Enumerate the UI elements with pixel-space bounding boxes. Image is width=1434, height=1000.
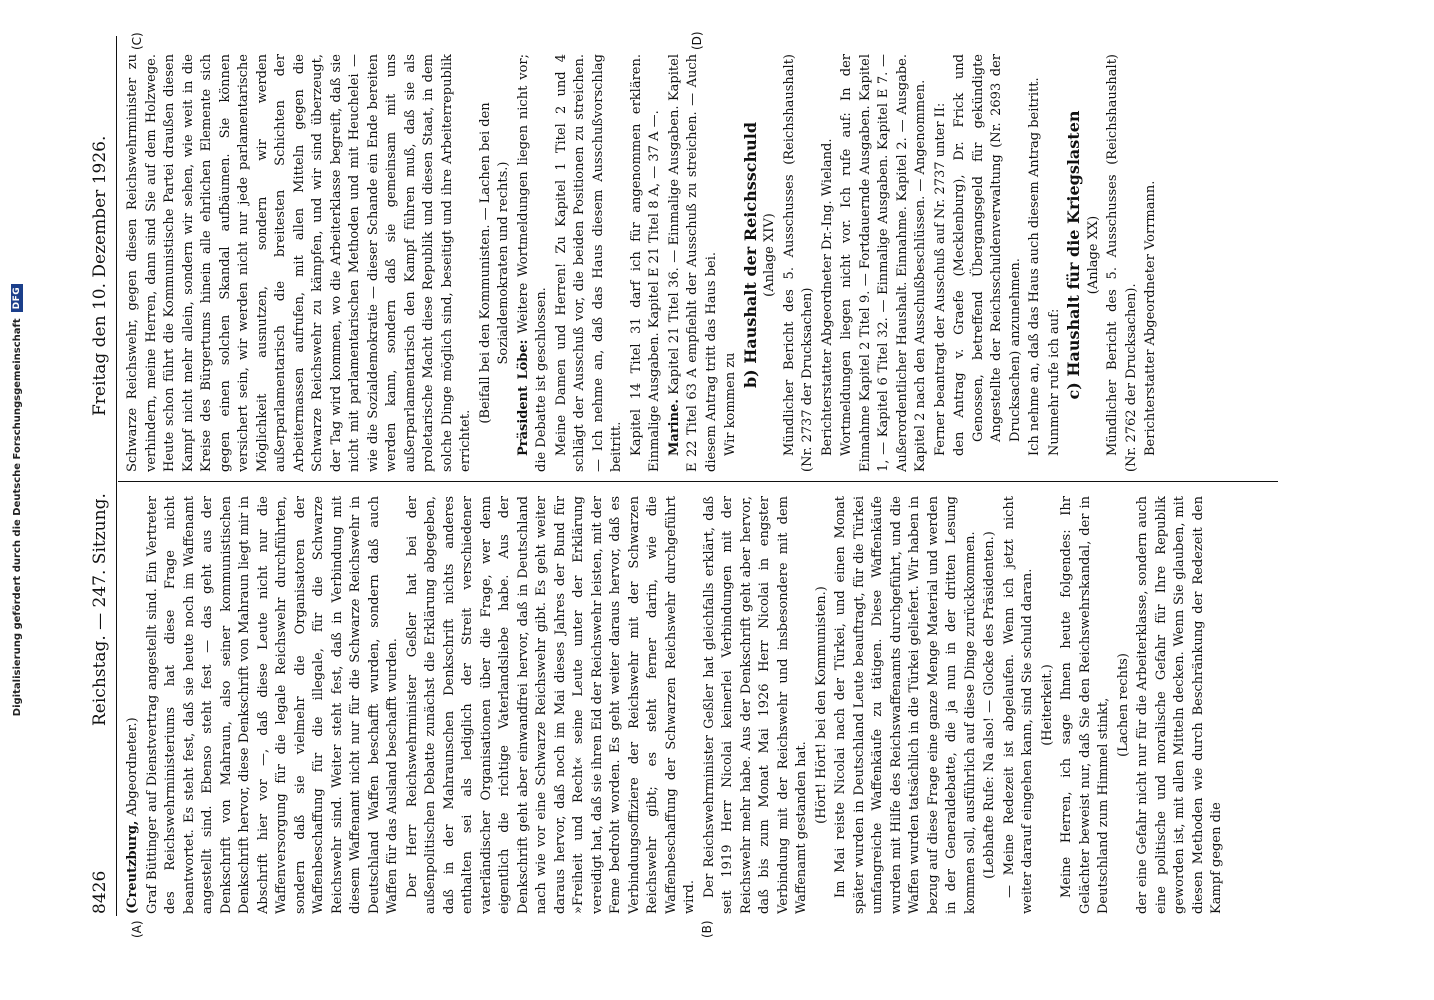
interjection: (Hört! Hört! bei den Kommunisten.)	[813, 586, 829, 824]
column-divider	[118, 481, 1278, 482]
section-subnote: (Anlage XIV)	[762, 213, 777, 297]
right-paragraph-motion: den Antrag v. Graefe (Mecklenburg), Dr. Frick und Genossen, betreffend Übergangsgeld für gekündigte Angestellte der Reichsschuldenverwaltung (Nr. 2693 der Drucksachen) anzunehmen.	[952, 54, 1023, 456]
left-column	[124, 496, 1274, 914]
right-paragraph: Nunmehr rufe ich auf:	[1046, 308, 1062, 456]
interjection: (Heiterkeit.)	[1039, 664, 1055, 746]
left-paragraph: Der Reichswehrminister Geßler hat gleichfalls erklärt, daß seit 1919 Herr Nicolai keinerlei Verbindungen mit der Reichswehr mehr habe. Aus der Denkschrift geht aber hervor, daß bis zum Monat Mai 1926 Herr Nicolai in engster Verbindung mit der Reichswehr und insbesondere mit dem Waffenamt gestanden hat.	[701, 496, 809, 914]
speaker-text: Weitere Wortmeldungen liegen nicht vor; die Debatte ist geschlossen.	[515, 54, 549, 472]
left-paragraph: Graf Büttinger auf Dienstvertrag angestellt sind. Ein Vertreter des Reichswehrministeriums hat diese Frage nicht beantwortet. Es steht fest, daß sie heute noch im Waffenamt angestellt sind. Ebenso steht fest — das geht aus der Denkschrift von Mahraun, also seiner kommunistischen Denkschrift hervor, diese Denkschrift von Mahraun liegt mir in Abschrift hier vor —, daß diese Leute nicht nur die Waffenversorgung für die legale Reichswehr durchführten, sondern daß sie vielmehr die Organisatoren der Waffenbeschaffung für die illegale, für die Schwarze Reichswehr sind. Weiter steht fest, daß in Verbindung mit diesem Waffenamt nicht nur für die Schwarze Reichswehr in Deutschland Waffen beschafft wurden, sondern daß auch Waffen für das Ausland beschafft wurden.	[144, 496, 400, 914]
margin-marker-a: (A)	[130, 920, 144, 938]
credit-text: Digitalisierung gefördert durch die Deutsche Forschungsgemeinschaft	[11, 318, 23, 717]
header-title: Reichstag. — 247. Sitzung.	[90, 493, 110, 726]
right-paragraph: Kapitel 14 Titel 31 darf ich für angenommen erklären. Einmalige Ausgaben. Kapitel E 21 Titel 8 A, — 37 A —.	[628, 54, 662, 472]
digitization-credit	[0, 0, 34, 1000]
left-speaker-line	[124, 496, 143, 914]
left-paragraph: — Meine Redezeit ist abgelaufen. Wenn ich jetzt nicht weiter darauf eingehen kann, sind Sie schuld daran.	[1001, 496, 1035, 914]
right-paragraph: Schwarze Reichswehr, gegen diesen Reichswehrminister zu verhindern, meine Herren, dann sind Sie auf dem Holzwege. Heute schon führt die Kommunistische Partei draußen diesen Kampf nicht mehr allein, sondern wir sehen, wie weit in die Kreise des Bürgertums hinein alle ehrlichen Elemente sich gegen einen solchen Skandal aufbäumen. Sie können versichert sein, wir werden nicht nur jede parlamentarische Möglichkeit ausnutzen, sondern wir werden außerparlamentarisch die breitesten Schichten der Arbeitermassen aufrufen, mit allen Mitteln gegen die Schwarze Reichswehr zu kämpfen, und wir sind überzeugt, der Tag wird kommen, wo die Arbeiterklasse begreift, daß sie nicht mit parlamentarischen Methoden und mit Heuchelei — wie die Sozialdemokratie — dieser Schande ein Ende bereiten werden kann, sondern daß sie gemeinsam mit uns außerparlamentarisch den Kampf führen muß, daß sie als proletarische Macht diese Republik und diesen Staat, in dem solche Dinge möglich sind, beseitigt und ihre Arbeiterrepublik errichtet.	[125, 54, 473, 472]
section-label: Marine.	[666, 399, 682, 456]
right-paragraph: Mündlicher Bericht des 5. Ausschusses (Reichshaushalt) (Nr. 2762 der Drucksachen).	[1105, 54, 1139, 472]
right-paragraph: Ferner beantragt der Ausschuß auf Nr. 2737 unter II:	[932, 102, 948, 456]
speaker-name: Präsident Löbe:	[515, 339, 531, 456]
right-paragraph-marine	[666, 54, 722, 472]
section-subnote: (Anlage XX)	[1085, 215, 1101, 295]
right-paragraph: Meine Damen und Herren! Zu Kapitel 1 Titel 2 und 4 schlägt der Ausschuß vor, die beiden Positionen zu streichen. — Ich nehme an, daß das Haus diesem Ausschußvorschlag beitritt.	[553, 54, 624, 472]
left-paragraph: Meine Herren, ich sage Ihnen heute folgendes: Ihr Gelächter beweist nur, daß Sie den Reichswehrskandal, der in Deutschland zum Himmel stinkt,	[1059, 496, 1111, 914]
left-paragraph: Im Mai reiste Nicolai nach der Türkei, und einen Monat später wurden in Deutschland Leute beauftragt, für die Türkei umfangreiche Waffenkäufe zu tätigen. Diese Waffenkäufe wurden mit Hilfe des Reichswaffenamts durchgeführt, und die Waffen wurden tatsächlich in die Türkei geliefert. Wir haben in bezug auf diese Frage eine ganze Menge Material und werden in der Generaldebatte, die ja nun in der dritten Lesung kommen soll, ausführlich auf diese Dinge zurückkommen.	[833, 496, 978, 914]
speaker-name: (Creutzburg,	[125, 820, 140, 914]
section-heading: c) Haushalt für die Kriegslasten	[1064, 110, 1083, 400]
margin-marker-c: (C)	[130, 32, 144, 50]
speaker-role: Abgeordneter.)	[125, 717, 140, 817]
page-number: 8426	[90, 870, 110, 914]
left-paragraph: Der Herr Reichswehrminister Geßler hat bei der außenpolitischen Debatte zunächst die Erklärung abgegeben, daß in der Mahraunschen Denkschrift nichts anderes enthalten sei als lediglich der Streit verschiedener vaterländischer Organisationen über die Frage, wer denn eigentlich die richtige Vaterlandsliebe habe. Aus der Denkschrift geht aber einwandfrei hervor, daß in Deutschland nach wie vor eine Schwarze Reichswehr gibt. Es geht weiter daraus hervor, daß noch im Mai dieses Jahres der Bund für »Freiheit und Recht« seine Leute unter der Erklärung vereidigt hat, daß sie ihren Eid der Reichswehr leisten, mit der Feme bedroht worden. Es geht weiter daraus hervor, daß es Verbindungsoffiziere der Reichswehr mit der Schwarzen Reichswehr gibt; es steht ferner darin, wie die Waffenbeschaffung der Schwarzen Reichswehr durchgeführt wird.	[404, 496, 697, 914]
right-paragraph: Mündlicher Bericht des 5. Ausschusses (Reichshaushalt) (Nr. 2737 der Drucksachen)	[781, 54, 815, 472]
right-paragraph: Wir kommen zu	[723, 352, 738, 456]
right-paragraph: Berichterstatter Abgeordneter Vorrmann.	[1143, 180, 1158, 456]
section-text: Kapitel 21 Titel 36. — Einmalige Ausgaben. Kapitel E 22 Titel 63 A empfiehlt der Ausschuß zu streichen. — Auch diesem Antrag tritt das Haus bei.	[666, 54, 719, 472]
header-date: Freitag den 10. Dezember 1926.	[90, 135, 110, 416]
margin-marker-b: (B)	[700, 920, 714, 938]
dfg-logo: DFG	[11, 284, 23, 313]
margin-marker-d: (D)	[690, 31, 704, 50]
right-paragraph-president	[515, 54, 552, 472]
interjection: (Beifall bei den Kommunisten. — Lachen bei den Sozialdemokraten und rechts.)	[477, 102, 511, 424]
right-paragraph: Ich nehme an, daß das Haus auch diesem Antrag beitritt.	[1027, 77, 1042, 456]
right-paragraph: Wortmeldungen liegen nicht vor. Ich rufe auf: In der Einnahme Kapitel 2 Titel 9. — Fortdauernde Ausgaben. Kapitel 1, — Kapitel 6 Titel 32. — Einmalige Ausgaben. Kapitel E 7. — Außerordentlicher Haushalt. Einnahme. Kapitel 2. — Ausgabe. Kapitel 2 nach den Ausschußbeschlüssen. — Angenommen.	[839, 54, 928, 472]
interjection: (Lebhafte Rufe: Na also! — Glocke des Präsidenten.)	[982, 531, 997, 879]
interjection: (Lachen rechts)	[1115, 653, 1131, 757]
section-heading: b) Haushalt der Reichsschuld	[740, 121, 760, 389]
left-paragraph: der eine Gefahr nicht nur für die Arbeiterklasse, sondern auch eine politische und moralische Gefahr für Ihre Republik geworden ist, mit allen Mitteln decken. Wenn Sie glauben, mit diesen Methoden wie durch Beschränkung der Redezeit den Kampf gegen die	[1135, 496, 1224, 914]
right-paragraph: Berichterstatter Abgeordneter Dr.-Ing. Wieland.	[819, 138, 835, 456]
page-header	[88, 36, 117, 916]
right-column	[124, 54, 1274, 472]
